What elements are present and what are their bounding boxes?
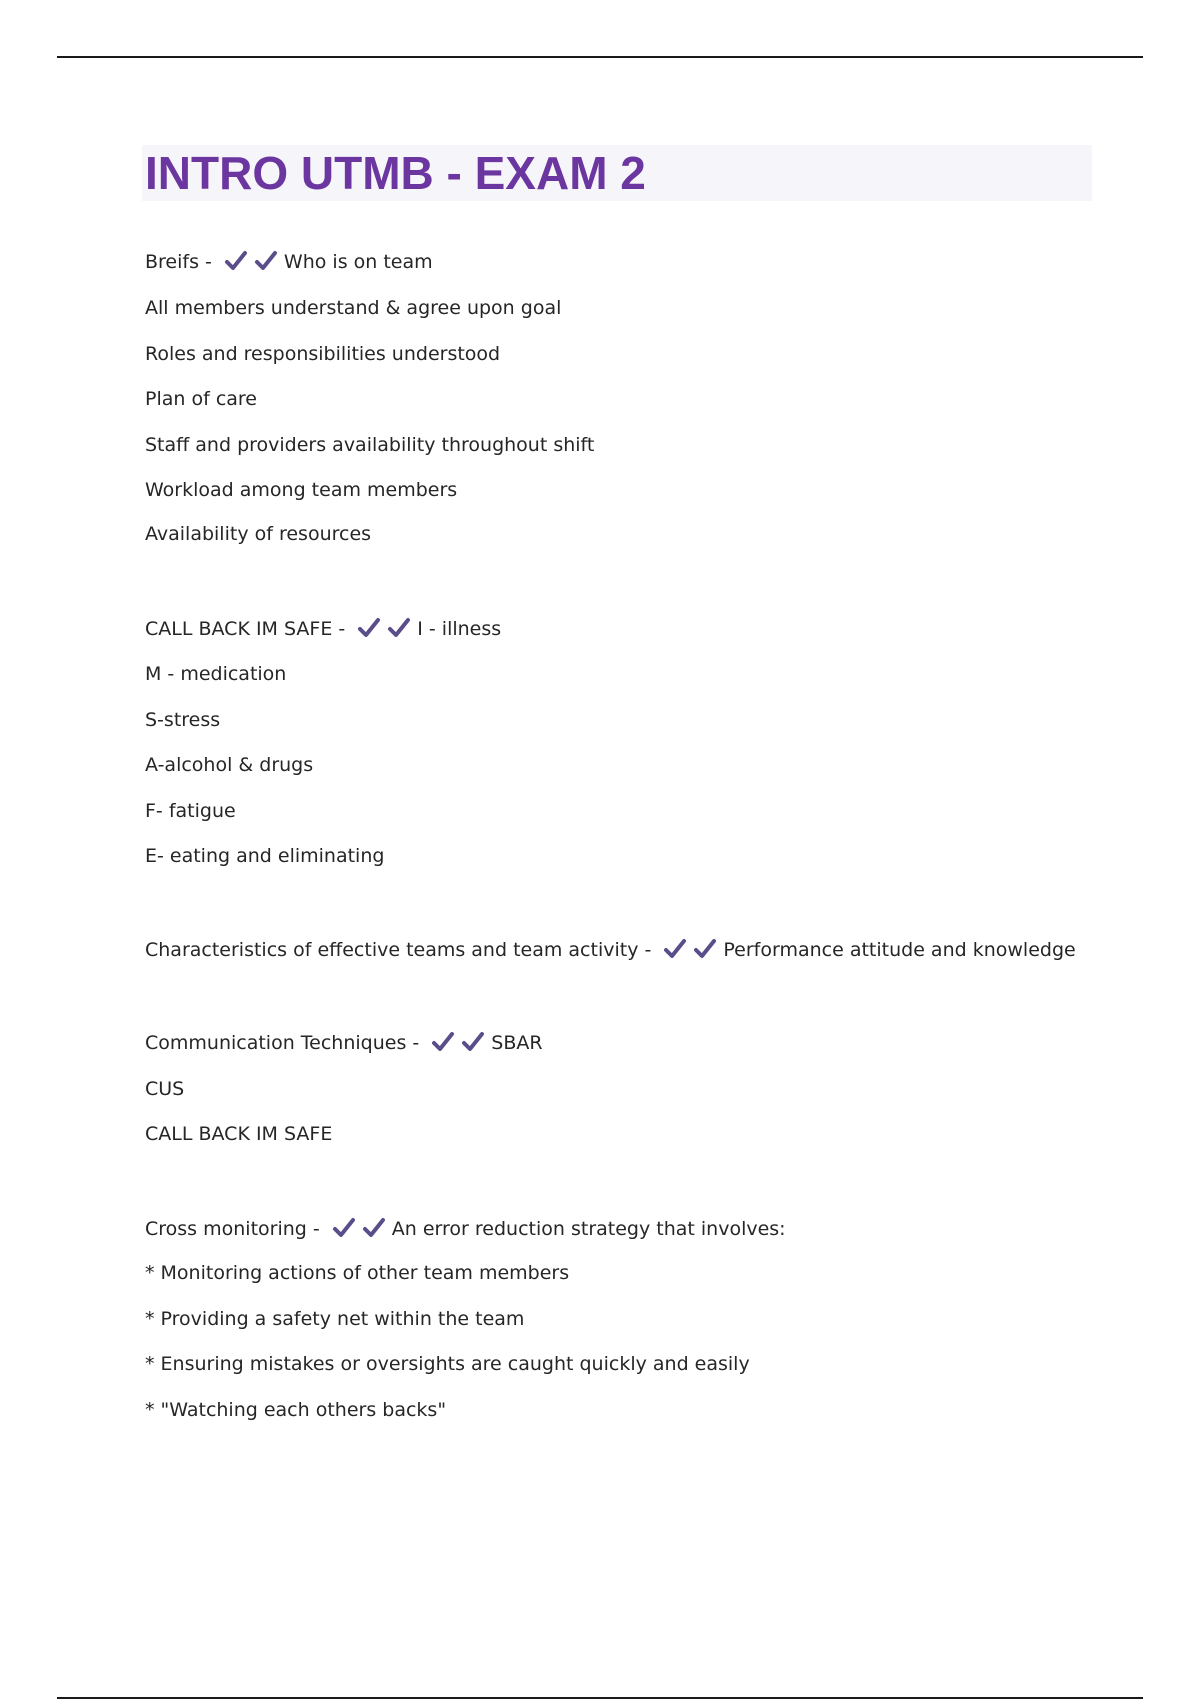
term-text: CALL BACK IM SAFE - [145, 618, 352, 640]
answer-line: Workload among team members [145, 479, 458, 501]
term-text: Characteristics of effective teams and team activity - [145, 939, 658, 961]
answer-line: F- fatigue [145, 800, 236, 822]
flashcard-question [145, 614, 501, 644]
check-icon [663, 937, 687, 961]
double-check-icon [332, 1214, 392, 1244]
check-icon [332, 1216, 356, 1240]
double-check-icon [431, 1028, 491, 1058]
answer-line: CALL BACK IM SAFE [145, 1123, 333, 1145]
term-text: Cross monitoring - [145, 1218, 326, 1240]
check-icon [357, 616, 381, 640]
check-icon [362, 1216, 386, 1240]
answer-line: All members understand & agree upon goal [145, 297, 562, 319]
bullet-line: * "Watching each others backs" [145, 1399, 447, 1421]
bullet-line: * Ensuring mistakes or oversights are caught quickly and easily [145, 1353, 750, 1375]
check-icon [461, 1030, 485, 1054]
answer-line: CUS [145, 1078, 185, 1100]
flashcard-question [145, 1214, 786, 1244]
top-rule [57, 56, 1143, 58]
flashcard-question [145, 935, 1076, 965]
answer-line: E- eating and eliminating [145, 845, 385, 867]
answer-line: Plan of care [145, 388, 257, 410]
check-icon [387, 616, 411, 640]
answer-text: An error reduction strategy that involves: [391, 1218, 786, 1240]
check-icon [224, 249, 248, 273]
term-text: Communication Techniques - [145, 1032, 426, 1054]
check-icon [693, 937, 717, 961]
flashcard-question [145, 247, 433, 277]
check-icon [431, 1030, 455, 1054]
answer-text: Performance attitude and knowledge [723, 939, 1076, 961]
check-icon [254, 249, 278, 273]
answer-text: SBAR [491, 1032, 543, 1054]
flashcard-question [145, 1028, 543, 1058]
term-text: Breifs - [145, 251, 218, 273]
answer-text: I - illness [417, 618, 502, 640]
answer-line: Staff and providers availability throughout shift [145, 434, 595, 456]
document-title: INTRO UTMB - EXAM 2 [145, 147, 646, 199]
answer-line: A-alcohol & drugs [145, 754, 314, 776]
answer-line: Availability of resources [145, 523, 372, 545]
answer-line: M - medication [145, 663, 287, 685]
bullet-line: * Providing a safety net within the team [145, 1308, 525, 1330]
answer-text: Who is on team [283, 251, 433, 273]
double-check-icon [224, 247, 284, 277]
double-check-icon [357, 614, 417, 644]
double-check-icon [663, 935, 723, 965]
answer-line: Roles and responsibilities understood [145, 343, 501, 365]
bottom-rule [57, 1697, 1143, 1699]
answer-line: S-stress [145, 709, 221, 731]
bullet-line: * Monitoring actions of other team members [145, 1262, 570, 1284]
